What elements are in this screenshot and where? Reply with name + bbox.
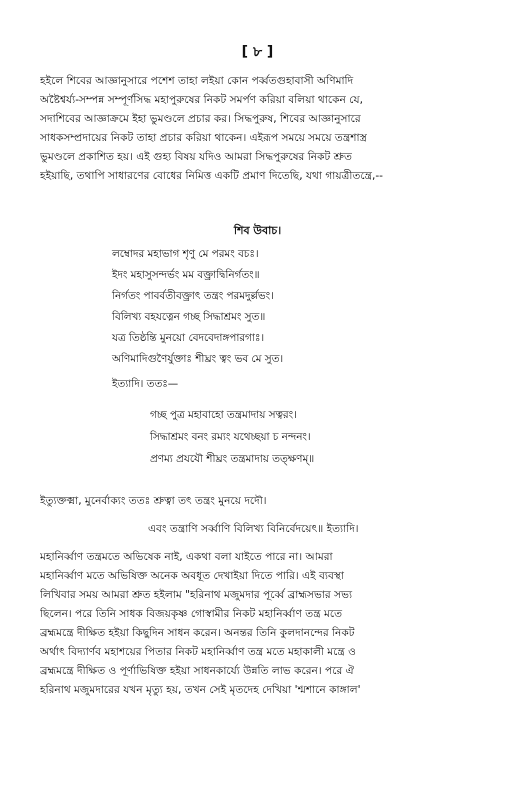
verse-line: নির্গতং পাবর্বতীবক্ত্রাৎ তন্ত্রং পরমদুর্ল্লভং। [112, 290, 274, 302]
verse-line: লম্বোদর মহাভাগ শৃণু মে পরমং বচঃ। [112, 248, 259, 260]
section-heading: শিব উবাচ। [233, 224, 282, 237]
text-line: হরিনাথ মজুমদারের যখন মৃত্যু হয়, তখন সেই মৃতদেহ দেখিয়া 'শ্মশানে কাঙ্গাল' [40, 684, 361, 696]
text-line: ইত্যুক্তক্মা, মুনের্বাক্যং ততঃ শ্রুত্বা তৎ তন্ত্রং মুনয়ে দদৌ। [40, 495, 267, 507]
text-line: মহানির্ব্বাণ মতে অভিষিক্ত অনেক অবধূত দেখাইয়া দিতে পারি। এই ব্যবস্থা [40, 570, 344, 582]
text-line: ব্রহ্মমন্ত্রে দীক্ষিত হইয়া কিছুদিন সাধন করেন। অনন্তর তিনি কুলদানন্দের নিকট [40, 627, 355, 639]
verse-line: ইদং মহাসুসন্দর্ভং মম বক্ত্রাদ্বিনির্গতং॥ [112, 269, 260, 281]
verse-block-1 [112, 244, 283, 370]
paragraph-1 [40, 72, 480, 186]
transition-line [40, 492, 480, 511]
text-line: অর্থাৎ বিদ্যার্ণব মহাশয়ের পিতার নিকট মহানির্ব্বাণ তন্ত্র মতে মহাকালী মন্ত্রে ও [40, 646, 356, 658]
verse-block-2 [150, 404, 314, 470]
verse-line: অণিমাদিগুণৈর্যুক্তাঃ শীঘ্রং ত্বং ভব মে সুত। [112, 353, 284, 365]
text-line: ভুমণ্ডলে প্রকাশিত হয়। এই গুহ্য বিষয় যদিও আমরা সিদ্ধপুরুষের নিকট শ্রুত [40, 151, 352, 163]
verse-line: বিলিখ্য বহযত্নেন গচ্ছ সিদ্ধাশ্রমং সুত॥ [112, 311, 266, 323]
verse-line: প্রণম্য প্রযযৌ শীঘ্রং তন্ত্রমাদায় তত্ক্ষণম্॥ [150, 453, 315, 465]
ititi-line: ইত্যাদি। ততঃ— [112, 378, 179, 390]
text-line: সদাশিবের আজ্ঞাক্রমে ইহা ভুমণ্ডলে প্রচার কর। সিদ্ধপুরুষ, শিবের আজ্ঞানুসারে [40, 113, 361, 125]
text-line: লিখিবার সময় আমরা শ্রুত হইলাম "হরিনাথ মজুমদার পূর্ব্বে ব্রাহ্মসভার সভ্য [40, 589, 353, 601]
verse-line: গচ্ছ পুত্র মহাবাহো তন্ত্রমাদায় সত্বরং। [150, 409, 297, 421]
text-line: হইলে শিবের আজ্ঞানুসারে পশেশ তাহা লইয়া কোন পর্ব্বতগুহাবাসী অণিমাদি [40, 75, 354, 87]
text-line: সাধকসম্প্রদায়ের নিকট তাহা প্রচার করিয়া থাকেন। এইরূপ সময়ে সময়ে তন্ত্রশাস্ত্র [40, 132, 367, 144]
verse-line: যত্র তিষ্ঠন্তি মুনয়ো বেদবেদাঙ্গপারগাঃ। [112, 332, 265, 344]
text-line: অষ্টৈশ্বর্য্য-সম্পন্ন সম্পূর্ণসিদ্ধ মহাপুরুষের নিকট সমর্পণ করিয়া বলিয়া থাকেন যে, [40, 94, 363, 106]
paragraph-2 [40, 548, 480, 700]
verse-line: সিদ্ধাশ্রমং বনং রম্যং যথেচ্ছয়া চ নন্দনং। [150, 431, 311, 443]
text-line: ছিলেন। পরে তিনি সাধক বিজয়কৃষ্ণ গোস্বামীর নিকট মহানির্ব্বাণ তন্ত্র মতে [40, 608, 343, 620]
page-number: [ ৮ ] [241, 44, 274, 60]
closing-verse-line: এবং তন্ত্রাণি সর্ব্বাণি বিলিখ্য বিনির্বেদয়েৎ॥ ইত্যাদি। [148, 523, 359, 535]
text-line: মহানির্ব্বাণ তন্ত্রমতে অভিষেক নাই, একথা বলা যাইতে পারে না। আমরা [40, 551, 333, 563]
text-line: ব্রহ্মমন্ত্রে দীক্ষিত ও পূর্ণাভিষিক্ত হইয়া সাধনকার্য্যে উন্নতি লাভ করেন। পরে ঐ [40, 665, 355, 677]
text-line: হইয়াছি, তথাপি সাধারণের বোধের নিমিত্ত একটি প্রমাণ দিতেছি, যথা গায়ত্রীতন্ত্রে,-- [40, 170, 383, 182]
